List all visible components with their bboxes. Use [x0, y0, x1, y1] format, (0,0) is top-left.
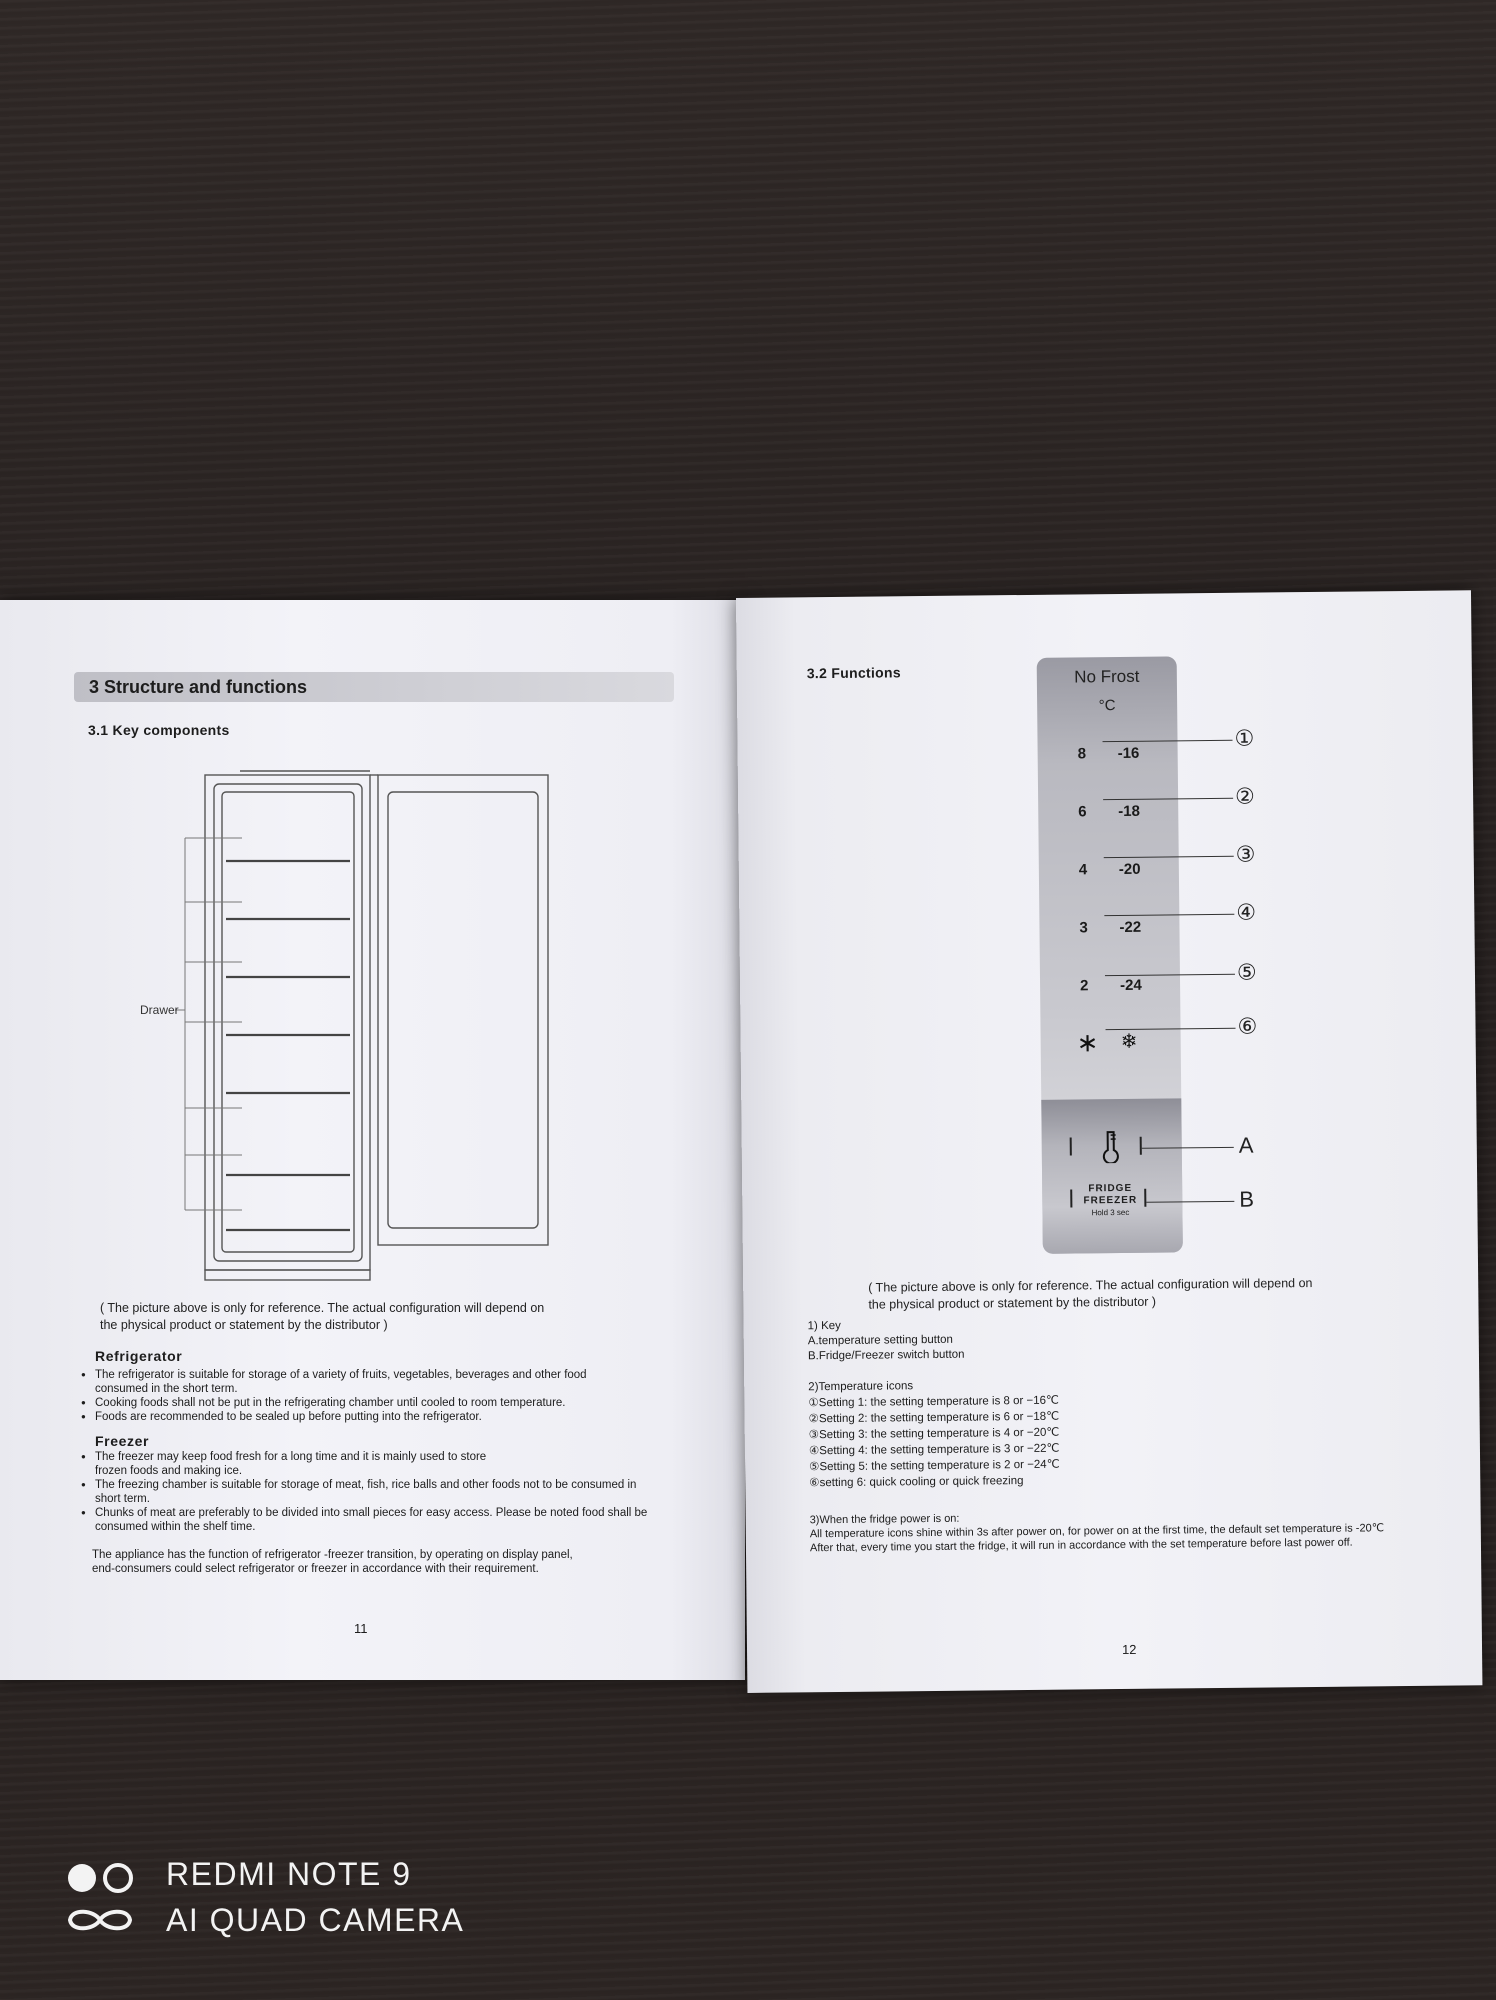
refrigerator-heading: Refrigerator [95, 1348, 183, 1364]
door-panel [388, 792, 538, 1228]
marker-2: ② [1234, 783, 1255, 809]
switch-line1: FRIDGE [1088, 1182, 1133, 1195]
list-item: ● The freezer may keep food fresh for a long time and it is mainly used to store frozen foods and making ice. [81, 1450, 515, 1478]
setting-1: ①Setting 1: the setting temperature is 8 or −16℃ [808, 1394, 1059, 1410]
list-item: ● Cooking foods shall not be put in the refrigerating chamber until cooled to room temperature. [81, 1396, 626, 1410]
freezer-temp-16: -16 [1117, 744, 1140, 763]
closing-paragraph [92, 1548, 573, 1576]
switch-hint: Hold 3 sec [1091, 1207, 1130, 1218]
fridge-temp-3: 3 [1079, 919, 1088, 937]
key-components-heading: 3.1 Key components [88, 722, 230, 738]
watermark-line1: REDMI NOTE 9 [166, 1856, 412, 1892]
list-item: ● Chunks of meat are preferably to be divided into small pieces for easy access. Please be noted food shall be consumed within the shelf time. [81, 1506, 671, 1534]
camera-logo-icon [62, 1858, 142, 1938]
leader-line [1142, 1147, 1234, 1149]
freezer-temp-24: -24 [1119, 976, 1142, 994]
watermark-line2: AI QUAD CAMERA [166, 1902, 465, 1938]
page-number-right: 12 [1121, 1641, 1137, 1658]
quick-cool-icon: ∗ [1076, 1027, 1099, 1058]
control-panel [1037, 656, 1183, 1253]
left-caption [100, 1300, 544, 1334]
freezer-temp-20: -20 [1118, 860, 1141, 879]
button-a-label: A [1238, 1132, 1254, 1158]
switch-line2: FREEZER [1083, 1194, 1138, 1207]
setting-3: ③Setting 3: the setting temperature is 4 or −20℃ [808, 1426, 1060, 1442]
door-outline [378, 775, 548, 1245]
power-heading: 3)When the fridge power is on: [809, 1512, 960, 1527]
right-caption-line2: the physical product or statement by the distributor ) [868, 1294, 1157, 1312]
marker-3: ③ [1235, 841, 1256, 867]
refrigerator-list [81, 1368, 626, 1424]
closing-line1: The appliance has the function of refrigerator -freezer transition, by operating on display panel, [92, 1549, 573, 1561]
setting-5: ⑤Setting 5: the setting temperature is 2 or −24℃ [809, 1458, 1060, 1474]
right-caption-line1: ( The picture above is only for reference. The actual configuration will depend on [868, 1276, 1313, 1295]
freezer-heading: Freezer [95, 1433, 150, 1449]
power-line2: After that, every time you start the fridge, it will run in accordance with the set temperature before last power off. [809, 1536, 1353, 1555]
power-line1: All temperature icons shine within 3s after power on, for power on at the first time, the default set temperature is -20℃ [809, 1522, 1385, 1541]
left-page [0, 600, 745, 1680]
left-caption-line1: ( The picture above is only for reference. The actual configuration will depend on [100, 1301, 545, 1315]
marker-4: ④ [1236, 899, 1257, 925]
setting-2: ②Setting 2: the setting temperature is 6 or −18℃ [808, 1410, 1060, 1426]
marker-5: ⑤ [1236, 959, 1257, 985]
fridge-temp-8: 8 [1077, 745, 1087, 763]
left-caption-line2: the physical product or statement by the distributor ) [100, 1318, 388, 1332]
page-number-left: 11 [354, 1621, 368, 1636]
shelves [226, 861, 350, 1230]
closing-line2: end-consumers could select refrigerator or freezer in accordance with their requirement. [92, 1563, 539, 1575]
list-item: ● The refrigerator is suitable for storage of a variety of fruits, vegetables, beverages and other food consumed in the short term. [81, 1368, 626, 1396]
right-page [736, 590, 1482, 1693]
drawer-leaders [175, 838, 242, 1210]
key-heading: 1) Key [807, 1319, 841, 1333]
fridge-temp-2: 2 [1079, 977, 1089, 995]
fridge-temp-6: 6 [1078, 803, 1087, 821]
appliance-drawing [130, 770, 550, 1290]
fridge-temp-4: 4 [1078, 861, 1088, 879]
button-b-label: B [1239, 1186, 1255, 1212]
list-item: ● Foods are recommended to be sealed up before putting into the refrigerator. [81, 1410, 626, 1424]
base [205, 1270, 370, 1280]
functions-heading: 3.2 Functions [806, 664, 902, 682]
right-caption [868, 1275, 1313, 1314]
section-title: 3 Structure and functions [89, 677, 308, 697]
key-b: B.Fridge/Freezer switch button [807, 1348, 965, 1363]
list-item: ● The freezing chamber is suitable for storage of meat, fish, rice balls and other foods not to be consumed in short term. [81, 1478, 655, 1506]
icons-heading: 2)Temperature icons [808, 1380, 914, 1394]
drawer-label: Drawer [140, 1003, 179, 1017]
freezer-temp-18: -18 [1118, 802, 1141, 821]
marker-6: ⑥ [1237, 1013, 1258, 1039]
setting-4: ④Setting 4: the setting temperature is 3 or −22℃ [808, 1442, 1060, 1458]
panel-title: No Frost [1074, 666, 1140, 687]
freezer-temp-22: -22 [1119, 918, 1142, 937]
fridge-freezer-switch-button[interactable] [1080, 1183, 1140, 1220]
setting-6: ⑥setting 6: quick cooling or quick freezing [809, 1475, 1024, 1490]
key-section [808, 1318, 965, 1365]
leader-line [1146, 1201, 1234, 1203]
thermometer-icon [1100, 1129, 1122, 1163]
quick-freeze-icon: ❄ [1120, 1030, 1138, 1053]
key-a: A.temperature setting button [807, 1333, 953, 1348]
panel-unit: °C [1098, 697, 1116, 715]
marker-1: ① [1234, 725, 1255, 751]
icons-section [808, 1377, 1060, 1492]
freezer-list [81, 1450, 671, 1534]
panel-buttons-area [1041, 1098, 1183, 1253]
power-section [810, 1506, 1470, 1555]
section-title-bar [74, 672, 674, 702]
